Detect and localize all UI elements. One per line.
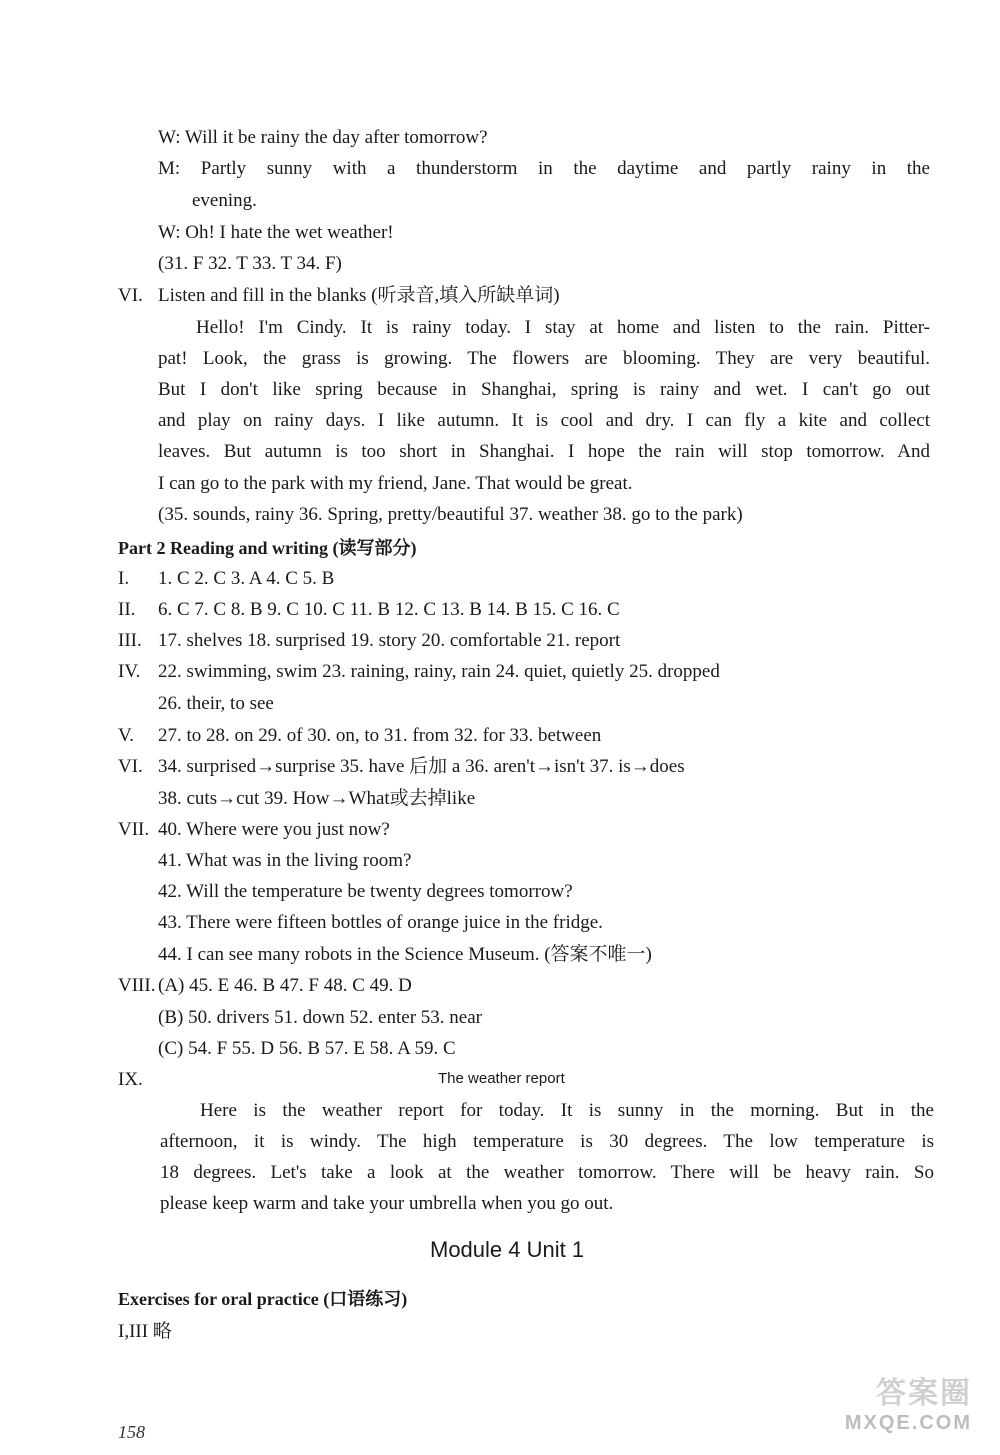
- section-ix-title: The weather report: [438, 1070, 565, 1087]
- dialogue-line: M: Partly sunny with a thunderstorm in the daytime and partly rainy in the: [158, 158, 930, 179]
- item-numeral: I.: [118, 568, 130, 589]
- item-numeral: VIII.: [118, 975, 156, 996]
- item-answers: (C) 54. F 55. D 56. B 57. E 58. A 59. C: [158, 1038, 456, 1059]
- oral-item: I,III 略: [118, 1321, 172, 1342]
- watermark-logo: [792, 1377, 972, 1441]
- part2-heading: Part 2 Reading and writing (读写部分): [118, 538, 417, 558]
- report-line: Here is the weather report for today. It is sunny in the morning. But in the: [200, 1100, 934, 1121]
- passage-line: Hello! I'm Cindy. It is rainy today. I stay at home and listen to the rain. Pitter-: [196, 317, 930, 338]
- item-answers: 26. their, to see: [158, 693, 274, 714]
- item-answers: 44. I can see many robots in the Science Museum. (答案不唯一): [158, 944, 652, 965]
- oral-heading: Exercises for oral practice (口语练习): [118, 1289, 408, 1309]
- item-answers: 40. Where were you just now?: [158, 819, 390, 840]
- item-answers: 34. surprised→surprise 35. have 后加 a 36. aren't→isn't 37. is→does: [158, 756, 685, 777]
- watermark-bottom: MXQE.COM: [844, 1412, 972, 1434]
- dialogue-answers: (31. F 32. T 33. T 34. F): [158, 253, 342, 274]
- item-answers: 41. What was in the living room?: [158, 850, 412, 871]
- item-numeral: VII.: [118, 819, 150, 840]
- module-title: Module 4 Unit 1: [430, 1237, 585, 1262]
- report-line: 18 degrees. Let's take a look at the weather tomorrow. There will be heavy rain. So: [160, 1162, 934, 1183]
- item-numeral: VI.: [118, 756, 143, 777]
- page-number: 158: [118, 1422, 145, 1442]
- dialogue-line: W: Oh! I hate the wet weather!: [158, 222, 394, 243]
- report-line: please keep warm and take your umbrella when you go out.: [160, 1193, 614, 1214]
- section-vi-answers: (35. sounds, rainy 36. Spring, pretty/beautiful 37. weather 38. go to the park): [158, 504, 743, 525]
- item-numeral: III.: [118, 630, 142, 651]
- item-numeral: V.: [118, 725, 135, 746]
- item-answers: 6. C 7. C 8. B 9. C 10. C 11. B 12. C 13. B 14. B 15. C 16. C: [158, 599, 620, 620]
- item-numeral: II.: [118, 599, 136, 620]
- section-vi-title: Listen and fill in the blanks (听录音,填入所缺单词): [158, 285, 560, 306]
- passage-line: I can go to the park with my friend, Jane. That would be great.: [158, 473, 633, 494]
- item-answers: 22. swimming, swim 23. raining, rainy, rain 24. quiet, quietly 25. dropped: [158, 661, 720, 682]
- item-numeral: IV.: [118, 661, 141, 682]
- item-answers: 1. C 2. C 3. A 4. C 5. B: [158, 568, 335, 589]
- dialogue-line: W: Will it be rainy the day after tomorrow?: [158, 127, 488, 148]
- item-answers: (B) 50. drivers 51. down 52. enter 53. near: [158, 1007, 482, 1028]
- watermark-top: 答案圈: [876, 1377, 972, 1410]
- item-answers: 17. shelves 18. surprised 19. story 20. comfortable 21. report: [158, 630, 621, 651]
- section-vi-numeral: VI.: [118, 285, 143, 306]
- item-answers: 43. There were fifteen bottles of orange juice in the fridge.: [158, 912, 603, 933]
- report-line: afternoon, it is windy. The high temperature is 30 degrees. The low temperature is: [160, 1131, 934, 1152]
- passage-line: leaves. But autumn is too short in Shanghai. I hope the rain will stop tomorrow. And: [158, 441, 930, 462]
- item-answers: 27. to 28. on 29. of 30. on, to 31. from 32. for 33. between: [158, 725, 602, 746]
- dialogue-line: evening.: [192, 190, 257, 211]
- passage-line: pat! Look, the grass is growing. The flowers are blooming. They are very beautiful.: [158, 348, 930, 369]
- passage-line: and play on rainy days. I like autumn. It is cool and dry. I can fly a kite and collect: [158, 410, 930, 431]
- item-answers: (A) 45. E 46. B 47. F 48. C 49. D: [158, 975, 412, 996]
- item-answers: 38. cuts→cut 39. How→What或去掉like: [158, 788, 476, 809]
- item-answers: 42. Will the temperature be twenty degrees tomorrow?: [158, 881, 573, 902]
- section-ix-numeral: IX.: [118, 1069, 143, 1090]
- passage-line: But I don't like spring because in Shanghai, spring is rainy and wet. I can't go out: [158, 379, 930, 400]
